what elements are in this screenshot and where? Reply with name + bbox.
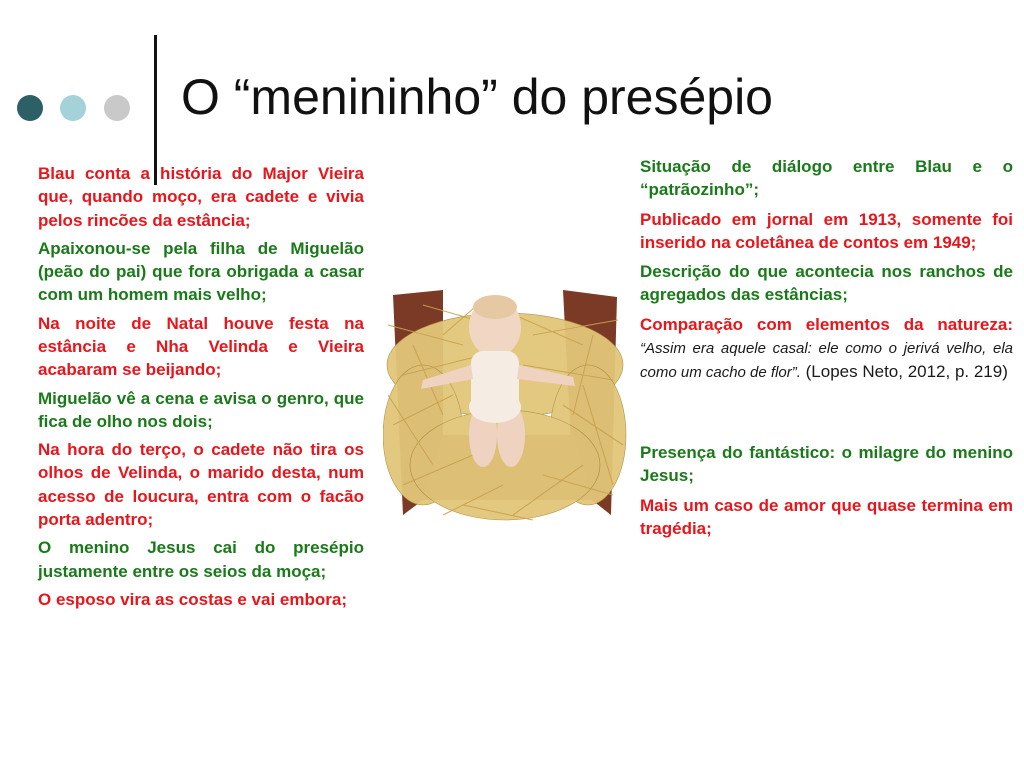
nativity-image bbox=[383, 285, 627, 531]
left-item-7: O esposo vira as costas e vai embora; bbox=[38, 589, 347, 609]
decor-dot-grey bbox=[104, 95, 130, 121]
left-item-4: Miguelão vê a cena e avisa o genro, que fica de olho nos dois; bbox=[38, 388, 364, 431]
right-column bbox=[640, 155, 1013, 546]
right-item-4 bbox=[640, 313, 1013, 383]
left-item-6: O menino Jesus cai do presépio justamente entre os seios da moça; bbox=[38, 538, 364, 581]
slide-title: O “menininho” do presépio bbox=[181, 69, 773, 125]
left-column bbox=[38, 162, 364, 616]
right-item-3: Descrição do que acontecia nos ranchos de agregados das estâncias; bbox=[640, 262, 1013, 305]
spacer bbox=[640, 389, 1013, 441]
right-item-4-reference: (Lopes Neto, 2012, p. 219) bbox=[800, 361, 1008, 381]
decor-dot-dark bbox=[17, 95, 43, 121]
decor-dot-light bbox=[60, 95, 86, 121]
right-item-4-lead: Comparação com elementos da natureza: bbox=[640, 314, 1013, 334]
left-item-5: Na hora do terço, o cadete não tira os olhos de Velinda, o marido desta, num acesso de loucura, entra com o facão porta adentro; bbox=[38, 440, 364, 529]
left-item-1: Blau conta a história do Major Vieira que, quando moço, era cadete e vivia pelos rincões da estância; bbox=[38, 164, 364, 230]
right-item-6: Mais um caso de amor que quase termina em tragédia; bbox=[640, 495, 1013, 538]
right-item-1: Situação de diálogo entre Blau e o “patrãozinho”; bbox=[640, 157, 1013, 200]
right-item-4-quote: “Assim era aquele casal: ele como o jerivá velho, ela como um cacho de flor”. bbox=[640, 339, 1013, 381]
left-item-2: Apaixonou-se pela filha de Miguelão (peão do pai) que fora obrigada a casar com um homem mais velho; bbox=[38, 238, 364, 305]
left-item-3: Na noite de Natal houve festa na estância e Nha Velinda e Vieira acabaram se beijando; bbox=[38, 313, 364, 380]
right-item-2: Publicado em jornal em 1913, somente foi inserido na coletânea de contos em 1949; bbox=[640, 209, 1013, 252]
right-item-5: Presença do fantástico: o milagre do menino Jesus; bbox=[640, 443, 1013, 486]
